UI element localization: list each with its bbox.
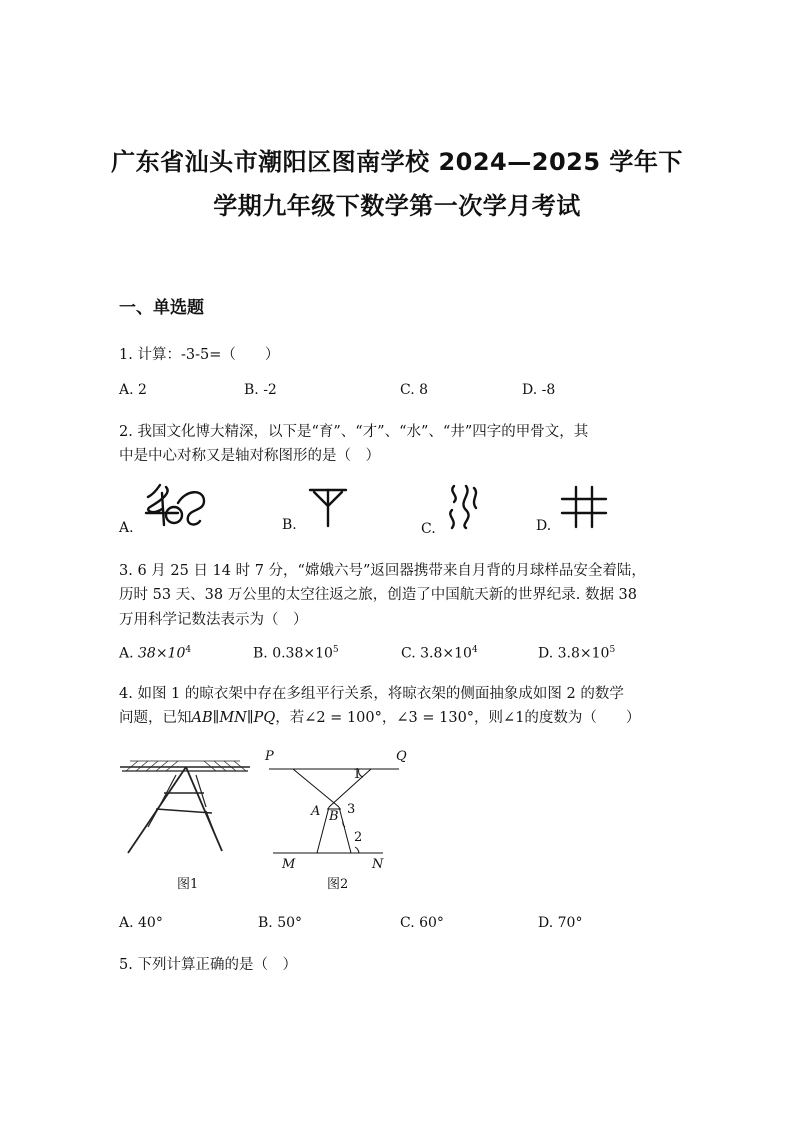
- oracle-glyph-cai-icon: [308, 488, 348, 528]
- q1-option-a: A. 2: [119, 382, 147, 398]
- fig2-label-3: 3: [347, 802, 356, 817]
- q2-option-d: D.: [536, 518, 552, 534]
- fig2-label-1: 1: [353, 767, 362, 782]
- q4-option-b: B. 50°: [258, 915, 303, 931]
- q2-stem-line1: 2. 我国文化博大精深，以下是“育”、“才”、“水”、“井”四字的甲骨文，其: [119, 424, 589, 440]
- q4-stem-line1: 4. 如图 1 的晾衣架中存在多组平行关系，将晾衣架的侧面抽象成如图 2 的数学: [119, 686, 624, 702]
- fig2-label-m: M: [282, 857, 296, 872]
- fig2-label-2: 2: [354, 830, 363, 845]
- q5-stem: 5. 下列计算正确的是（ ）: [119, 957, 297, 973]
- q3-option-d: D. $3.8\times 10^5$: [538, 645, 616, 662]
- fig2-label-b: B: [329, 809, 339, 824]
- document-title-line2: 学期九年级下数学第一次学月考试: [213, 192, 581, 220]
- q3-option-b: B. $0.38\times 10^5$: [253, 645, 339, 662]
- fig2-label-q: Q: [396, 749, 407, 764]
- oracle-glyph-yu-icon: [142, 483, 212, 531]
- figure1-caption: 图1: [177, 877, 199, 892]
- q4-option-c: C. 60°: [400, 915, 444, 931]
- section-heading: 一、单选题: [119, 298, 204, 318]
- q1-option-c: C. 8: [400, 382, 429, 398]
- document-title-line1: 广东省汕头市潮阳区图南学校 2024—2025 学年下: [111, 148, 683, 176]
- q4-option-d: D. 70°: [538, 915, 583, 931]
- figure1-drying-rack: [120, 757, 255, 857]
- oracle-glyph-shui-icon: [446, 484, 480, 530]
- fig2-label-n: N: [372, 857, 384, 872]
- q4-option-a: A. 40°: [119, 915, 163, 931]
- q2-stem-line2: 中是中心对称又是轴对称图形的是（ ）: [119, 448, 380, 464]
- q3-option-a: A. $38\times 10^4$: [119, 645, 192, 662]
- fig2-label-a: A: [311, 804, 321, 819]
- q4-stem-line2: 问题，已知AB∥MN∥PQ，若∠2 = 100°，∠3 = 130°，则∠1的度数为（ ）: [119, 710, 641, 726]
- q3-stem-line1: 3. 6 月 25 日 14 时 7 分，“嫦娥六号”返回器携带来自月背的月球样品安全着陆，: [119, 563, 646, 579]
- q2-option-c: C.: [421, 521, 436, 537]
- q1-stem: 1. 计算：-3-5=（ ）: [119, 347, 280, 363]
- q3-option-c: C. $3.8\times 10^4$: [401, 645, 478, 662]
- q3-stem-line2: 历时 53 天、38 万公里的太空往返之旅，创造了中国航天新的世界纪录. 数据 38: [119, 587, 638, 603]
- q3-stem-line3: 万用科学记数法表示为（ ）: [119, 612, 308, 628]
- q1-option-d: D. -8: [522, 382, 556, 398]
- fig2-label-p: P: [265, 749, 274, 764]
- oracle-glyph-jing-icon: [560, 485, 608, 529]
- q2-option-b: B.: [282, 517, 297, 533]
- figure2-caption: 图2: [327, 877, 349, 892]
- q2-option-a: A.: [119, 520, 134, 536]
- q1-option-b: B. -2: [244, 382, 277, 398]
